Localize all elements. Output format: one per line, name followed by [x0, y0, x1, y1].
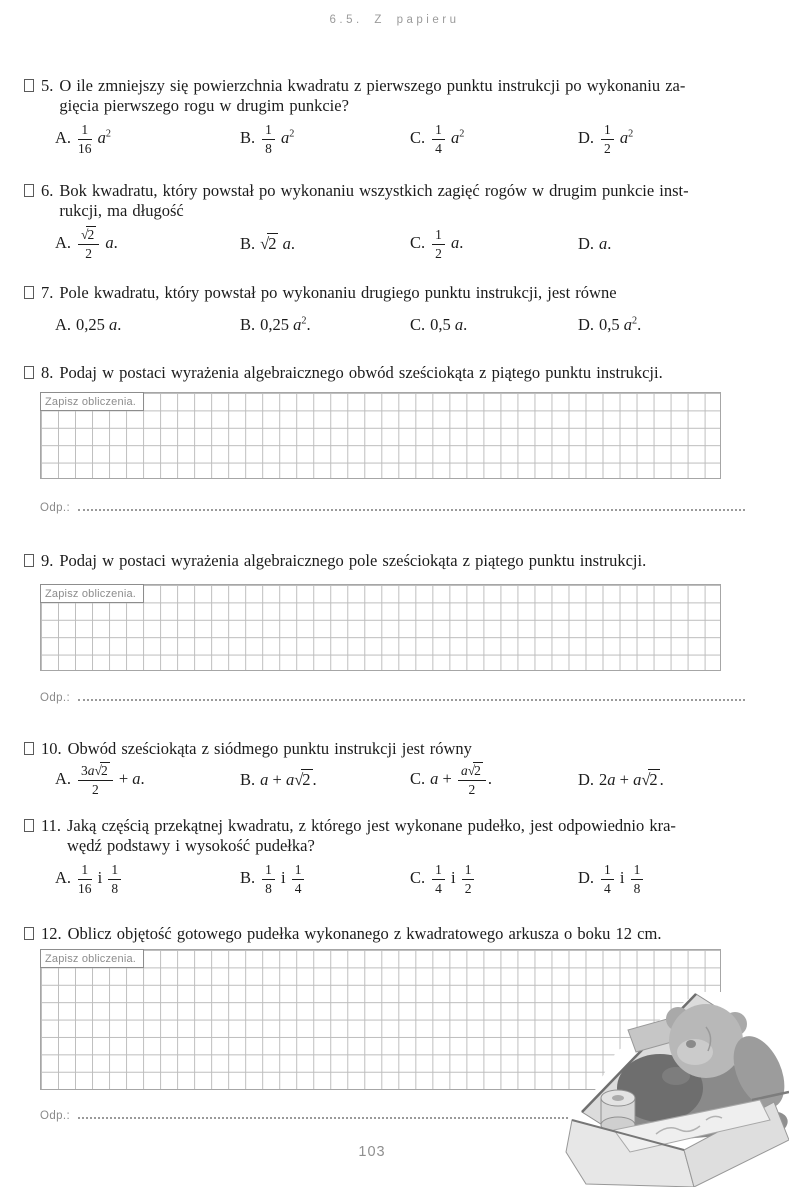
answer-dotted-line — [78, 1117, 568, 1119]
answer-checkbox[interactable] — [24, 819, 34, 832]
option-formula: $\frac{1}{4}$ i $\frac{1}{2}$ — [430, 868, 476, 887]
answer-line[interactable] — [40, 502, 745, 514]
page-number: 103 — [358, 1144, 386, 1160]
question-text: Podaj w postaci wyrażenia algebraicznego pole sześciokąta z piątego punktu instrukcji. — [59, 551, 647, 570]
question-number: 11. — [41, 816, 62, 835]
question-text: Oblicz objętość gotowego pudełka wykonanego z kwadratowego arkusza o boku 12 cm. — [67, 924, 662, 943]
answer-checkbox[interactable] — [24, 79, 34, 92]
question-number: 8. — [41, 363, 54, 382]
option-a: A. $\frac{1}{16}$ $a^2$ — [55, 122, 112, 156]
question-6-options — [55, 222, 771, 266]
option-formula: a + a√2 . — [260, 770, 317, 789]
question-number: 9. — [41, 551, 54, 570]
answer-line[interactable] — [40, 1110, 568, 1122]
option-formula: $\frac{√2}{2}$ a. — [76, 233, 118, 252]
option-d: D. 2a + a√2 . — [578, 770, 664, 789]
calculation-grid-label: Zapisz obliczenia. — [40, 392, 144, 411]
option-b: B. $\frac{1}{8}$ $a^2$ — [240, 122, 295, 156]
option-formula: 2a + a√2 . — [599, 770, 664, 789]
option-b: B. √2 a. — [240, 234, 295, 253]
option-formula: a. — [599, 234, 612, 253]
section-header: 6.5. Z papieru — [329, 14, 460, 26]
question-number: 7. — [41, 283, 54, 302]
answer-checkbox[interactable] — [24, 927, 34, 940]
question-5 — [24, 76, 761, 115]
option-d: D. 0,5 $a^2$. — [578, 315, 642, 334]
question-6 — [24, 181, 761, 220]
question-11-options — [55, 858, 771, 900]
question-text: O ile zmniejszy się powierzchnia kwadratu z pierwszego punktu instrukcji po wykonaniu za- gięcia pierwszego rogu w drugim punkcie? — [59, 76, 686, 115]
option-d: D. $\frac{1}{2}$ $a^2$ — [578, 122, 634, 156]
option-c: C. a + $\frac{a√2}{2}$ . — [410, 763, 492, 797]
question-10 — [24, 739, 761, 759]
option-formula: $\frac{1}{4}$ $a^2$ — [430, 128, 464, 147]
option-formula: $\frac{3a√2}{2}$ + a. — [76, 769, 145, 788]
answer-checkbox[interactable] — [24, 742, 34, 755]
question-12 — [24, 924, 761, 944]
option-formula: 0,5 a. — [430, 315, 468, 334]
answer-checkbox[interactable] — [24, 286, 34, 299]
option-formula: $\frac{1}{2}$ a. — [430, 233, 463, 252]
question-7 — [24, 283, 761, 303]
option-formula: 0,5 $a^2$. — [599, 315, 642, 334]
option-a: A. 0,25 a. — [55, 315, 122, 334]
calculation-grid-label: Zapisz obliczenia. — [40, 949, 144, 968]
option-formula: 0,25 $a^2$. — [260, 315, 311, 334]
question-number: 12. — [41, 924, 62, 943]
calculation-grid-label: Zapisz obliczenia. — [40, 584, 144, 603]
option-formula: √2 a. — [260, 234, 295, 253]
option-b: B. a + a√2 . — [240, 770, 317, 789]
answer-checkbox[interactable] — [24, 184, 34, 197]
question-7-options — [55, 312, 771, 338]
answer-checkbox[interactable] — [24, 554, 34, 567]
option-formula: $\frac{1}{16}$ $a^2$ — [78, 122, 112, 156]
option-c: C. $\frac{1}{2}$ a. — [410, 227, 464, 261]
question-text: Pole kwadratu, który powstał po wykonaniu drugiego punktu instrukcji, jest równe — [59, 283, 617, 302]
question-10-options — [55, 758, 771, 802]
calculation-grid[interactable] — [40, 584, 721, 671]
option-formula: $\frac{1}{16}$ i $\frac{1}{8}$ — [76, 868, 123, 887]
option-d: D. $\frac{1}{4}$ i $\frac{1}{8}$ — [578, 862, 771, 895]
option-d: D. a. — [578, 234, 612, 253]
option-formula: 0,25 a. — [76, 315, 122, 334]
question-text: Jaką częścią przekątnej kwadratu, z którego jest wykonane pudełko, jest odpowiednio kra- wędź podstawy i wysokość pudełka? — [67, 816, 676, 855]
option-a: A. $\frac{1}{16}$ i $\frac{1}{8}$ — [55, 862, 240, 895]
question-text: Bok kwadratu, który powstał po wykonaniu wszystkich zagięć rogów w drugim punkcie inst- rukcji, ma długość — [59, 181, 689, 220]
question-9 — [24, 551, 761, 571]
answer-dotted-line — [78, 509, 745, 511]
question-text: Podaj w postaci wyrażenia algebraicznego obwód sześciokąta z piątego punktu instrukcji. — [59, 363, 663, 382]
option-formula: $\frac{1}{8}$ $a^2$ — [260, 128, 294, 147]
calculation-grid[interactable] — [40, 392, 721, 479]
answer-label: Odp.: — [40, 1110, 71, 1122]
answer-label: Odp.: — [40, 502, 71, 514]
option-formula: $\frac{1}{8}$ i $\frac{1}{4}$ — [260, 868, 306, 887]
option-b: B. 0,25 $a^2$. — [240, 315, 311, 334]
question-number: 5. — [41, 76, 54, 95]
question-5-options — [55, 118, 771, 160]
question-11 — [24, 816, 761, 855]
option-formula: a + $\frac{a√2}{2}$ . — [430, 763, 492, 797]
answer-dotted-line — [78, 699, 745, 701]
question-8 — [24, 363, 761, 383]
question-text: Obwód sześciokąta z siódmego punktu instrukcji jest równy — [67, 739, 472, 758]
option-formula: $\frac{1}{2}$ $a^2$ — [599, 128, 633, 147]
answer-checkbox[interactable] — [24, 366, 34, 379]
option-c: C. $\frac{1}{4}$ i $\frac{1}{2}$ — [410, 862, 578, 895]
option-c: C. 0,5 a. — [410, 315, 468, 334]
option-formula: $\frac{1}{4}$ i $\frac{1}{8}$ — [599, 868, 645, 887]
answer-line[interactable] — [40, 692, 745, 704]
answer-label: Odp.: — [40, 692, 71, 704]
question-number: 6. — [41, 181, 54, 200]
option-a: A. $\frac{3a√2}{2}$ + a. — [55, 763, 145, 797]
option-b: B. $\frac{1}{8}$ i $\frac{1}{4}$ — [240, 862, 410, 895]
option-a: A. $\frac{√2}{2}$ a. — [55, 227, 118, 261]
question-number: 10. — [41, 739, 62, 758]
option-c: C. $\frac{1}{4}$ $a^2$ — [410, 122, 465, 156]
